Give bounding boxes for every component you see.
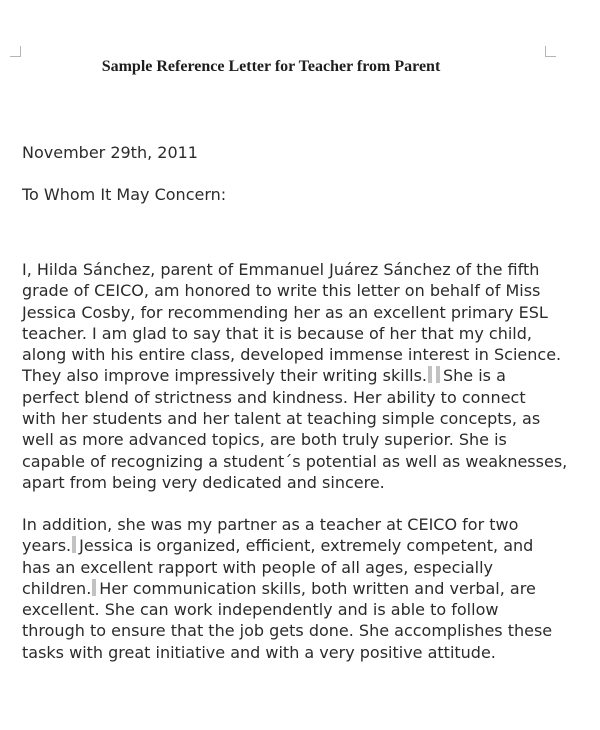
page-corner-mark-top-left (10, 46, 21, 57)
paragraph-line: I, Hilda Sánchez, parent of Emmanuel Juárez Sánchez of the fifth (22, 260, 540, 279)
letter-paragraph-2 (22, 514, 592, 663)
paragraph-line: Jessica Cosby, for recommending her as an excellent primary ESL (22, 302, 548, 322)
paragraph-line: perfect blend of strictness and kindness. Her ability to connect (22, 387, 526, 407)
document-title: Sample Reference Letter for Teacher from Parent (101, 58, 441, 75)
letter-salutation: To Whom It May Concern: (22, 185, 227, 204)
paragraph-line: along with his entire class, developed immense interest in Science. (22, 345, 562, 365)
paragraph-line (22, 578, 592, 599)
paragraph-line: well as more advanced topics, are both truly superior. She is (22, 430, 507, 450)
paragraph-line: apart from being very dedicated and sincere. (22, 472, 385, 492)
paragraph-text: Jessica is organized, efficient, extremely competent, and (79, 536, 534, 556)
paragraph-line: tasks with great initiative and with a very positive attitude. (22, 642, 496, 662)
paragraph-line (22, 365, 592, 386)
paragraph-line: excellent. She can work independently and is able to follow (22, 600, 499, 620)
paragraph-line: teacher. I am glad to say that it is because of her that my child, (22, 323, 532, 343)
letter-paragraph-1 (22, 259, 592, 493)
paragraph-line: with her students and her talent at teaching simple concepts, as (22, 409, 541, 429)
paragraph-line: capable of recognizing a student´s potential as well as weaknesses, (22, 451, 568, 471)
paragraph-text: She is a (443, 366, 506, 386)
paragraph-text: children. (22, 578, 92, 598)
paragraph-text: They also improve impressively their writing skills. (22, 366, 427, 386)
paragraph-line: has an excellent rapport with people of all ages, especially (22, 557, 493, 577)
page-corner-mark-top-right (545, 46, 556, 57)
text-cursor-marker (436, 366, 440, 383)
text-cursor-marker (92, 579, 96, 596)
paragraph-text: Her communication skills, both written and verbal, are (99, 578, 536, 598)
text-cursor-marker (428, 366, 432, 383)
paragraph-line: In addition, she was my partner as a teacher at CEICO for two (22, 515, 519, 534)
letter-date: November 29th, 2011 (22, 143, 198, 162)
paragraph-text: years. (22, 536, 72, 556)
paragraph-line (22, 535, 592, 556)
paragraph-line: through to ensure that the job gets done. She accomplishes these (22, 621, 553, 641)
text-cursor-marker (72, 536, 76, 553)
paragraph-line: grade of CEICO, am honored to write this letter on behalf of Miss (22, 281, 541, 301)
